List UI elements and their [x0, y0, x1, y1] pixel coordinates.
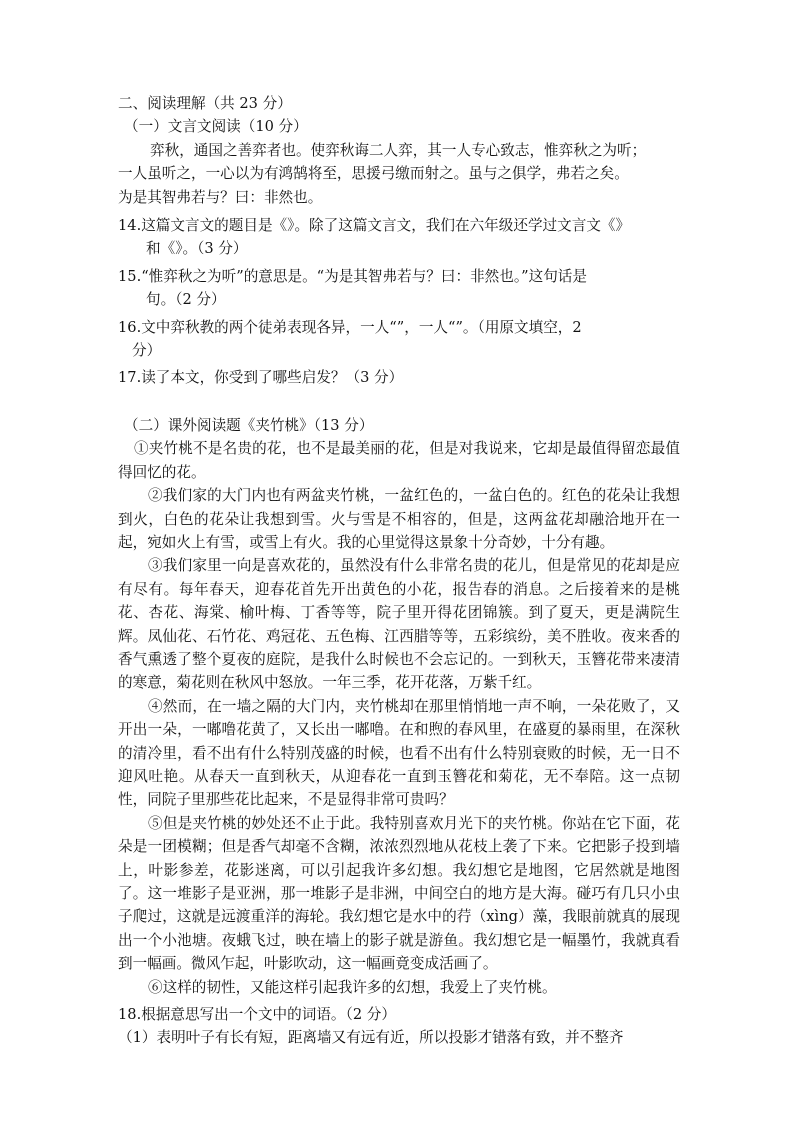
question-18: [118, 999, 680, 1052]
essay-passage: [118, 437, 680, 999]
essay-paragraph: ②我们家的大门内也有两盆夹竹桃，一盆红色的，一盆白色的。红色的花朵让我想到火，白色的花朵让我想到雪。火与雪是不相容的，但是，这两盆花却融洽地开在一起，宛如火上有雪，或雪上有火。我的心里觉得这景象十分奇妙，十分有趣。: [118, 487, 680, 551]
essay-paragraph: ③我们家里一向是喜欢花的，虽然没有什么非常名贵的花儿，但是常见的花却是应有尽有。每年春天，迎春花首先开出黄色的小花，报告春的消息。之后接着来的是桃花、杏花、海棠、榆叶梅、丁香等等，院子里开得花团锦簇。到了夏天，更是满院生辉。凤仙花、石竹花、鸡冠花、五色梅、江西腊等等，五彩缤纷，美不胜收。夜来香的香气熏透了整个夏夜的庭院，是我什么时候也不会忘记的。一到秋天，玉簪花带来凄清的寒意，菊花则在秋风中怒放。一年三季，花开花落，万紫千红。: [118, 557, 680, 692]
essay-paragraph: ⑤但是夹竹桃的妙处还不止于此。我特别喜欢月光下的夹竹桃。你站在它下面，花朵是一团模糊；但是香气却毫不含糊，浓浓烈烈地从花枝上袭了下来。它把影子投到墙上，叶影参差，花影迷离，可以引起我许多幻想。我幻想它是地图，它居然就是地图了。这一堆影子是亚洲，那一堆影子是非洲，中间空白的地方是大海。碰巧有几只小虫子爬过，这就是远渡重洋的海轮。我幻想它是水中的荇（xìng）藻，我眼前就真的展现出一个小池塘。夜蛾飞过，映在墙上的影子就是游鱼。我幻想它是一幅墨竹，我就真看到一幅画。微风乍起，叶影吹动，这一幅画竟变成活画了。: [118, 814, 680, 973]
essay-paragraph: ⑥这样的韧性，又能这样引起我许多的幻想，我爱上了夹竹桃。: [148, 978, 557, 996]
part1-title: （一）文言文阅读（10 分）: [124, 118, 308, 136]
document-page: [118, 92, 680, 1052]
question-subitem: （1）表明叶子有长有短，距离墙又有远有近，所以投影才错落有致，并不整齐: [118, 1029, 624, 1047]
question-text: 句。（2 分）: [146, 291, 226, 309]
passage-line: 弈秋，通国之善弈者也。使弈秋诲二人弈，其一人专心致志，惟弈秋之为听；: [150, 141, 647, 159]
question-15: [118, 263, 680, 314]
question-text: 16.文中弈秋教的两个徒弟表现各异，一人“”，一人“”。（用原文填空，2: [118, 318, 582, 336]
part2-title: （二）课外阅读题《夹竹桃》（13 分）: [124, 416, 374, 434]
essay-paragraph: ④然而，在一墙之隔的大门内，夹竹桃却在那里悄悄地一声不响，一朵花败了，又开出一朵，一嘟噜花黄了，又长出一嘟噜。在和煦的春风里，在盛夏的暴雨里，在深秋的清冷里，看不出有什么特别茂盛的时候，也看不出有什么特别衰败的时候，无一日不迎风吐艳。从春天一直到秋天，从迎春花一直到玉簪花和菊花，无不奉陪。这一点韧性，同院子里那些花比起来，不是显得非常可贵吗？: [118, 697, 680, 809]
question-17: [118, 364, 680, 391]
question-text: 分）: [132, 342, 162, 360]
question-text: 17.读了本文，你受到了哪些启发？（3 分）: [118, 369, 404, 387]
passage-line: 为是其智弗若与？曰：非然也。: [118, 188, 323, 206]
classical-passage: [118, 139, 680, 209]
question-text: 14.这篇文言文的题目是《》。除了这篇文言文，我们在六年级还学过文言文《》: [118, 217, 631, 235]
passage-line: 一人虽听之，一心以为有鸿鹄将至，思援弓缴而射之。虽与之俱学，弗若之矣。: [118, 165, 629, 183]
question-text: 和《》。（3 分）: [146, 240, 248, 258]
question-text: 15.“惟弈秋之为听”的意思是。“为是其智弗若与？曰：非然也。”这句话是: [118, 267, 587, 285]
section-title: 二、阅读理解（共 23 分）: [118, 95, 292, 112]
question-16: [118, 314, 680, 365]
question-text: 18.根据意思写出一个文中的词语。（2 分）: [118, 1006, 396, 1024]
essay-paragraph: ①夹竹桃不是名贵的花，也不是最美丽的花，但是对我说来，它却是最值得留恋最值得回忆的花。: [118, 440, 680, 481]
question-14: [118, 212, 680, 263]
